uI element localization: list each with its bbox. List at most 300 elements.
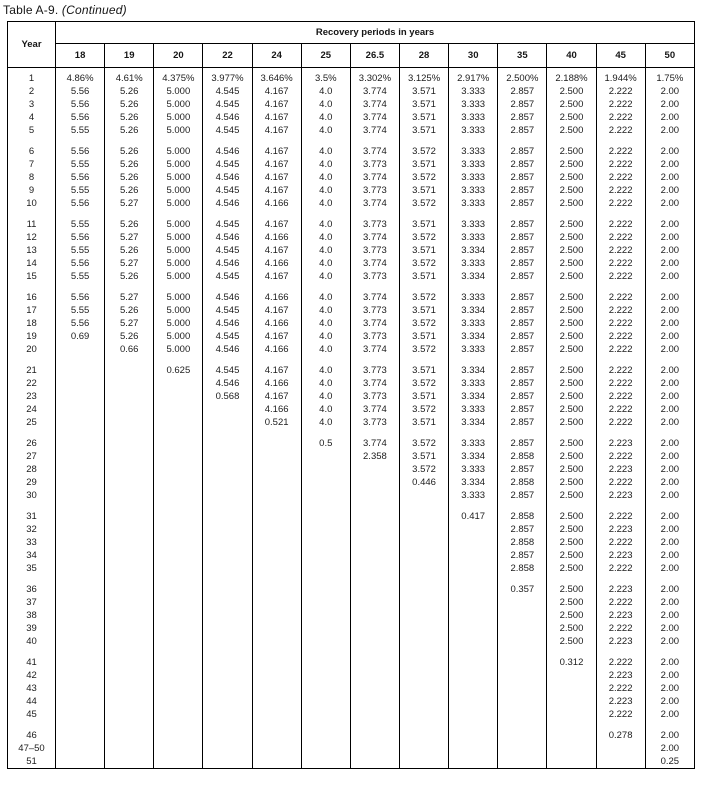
value-cell: 3.572 — [399, 317, 448, 330]
value-cell — [154, 729, 203, 742]
value-cell: 5.26 — [105, 244, 154, 257]
value-cell: 4.166 — [252, 197, 301, 210]
year-cell: 32 — [8, 523, 56, 536]
table-row — [8, 377, 695, 390]
spacer-cell — [449, 648, 498, 656]
value-cell — [252, 609, 301, 622]
year-cell: 42 — [8, 669, 56, 682]
value-cell: 4.546 — [203, 257, 252, 270]
value-cell: 2.500 — [547, 489, 596, 502]
value-cell: 3.333 — [449, 343, 498, 356]
value-cell — [56, 489, 105, 502]
spacer-cell — [399, 429, 448, 437]
spacer-cell — [350, 575, 399, 583]
spacer-cell — [498, 137, 547, 145]
value-cell: 4.86% — [56, 68, 105, 86]
table-row — [8, 330, 695, 343]
value-cell: 4.166 — [252, 317, 301, 330]
value-cell: 2.222 — [596, 244, 645, 257]
year-cell: 22 — [8, 377, 56, 390]
value-cell: 2.00 — [645, 257, 694, 270]
value-cell: 2.500% — [498, 68, 547, 86]
value-cell — [350, 622, 399, 635]
spacer-cell — [547, 283, 596, 291]
value-cell: 1.75% — [645, 68, 694, 86]
page-title — [3, 3, 702, 18]
value-cell — [154, 656, 203, 669]
table-row — [8, 523, 695, 536]
year-cell: 8 — [8, 171, 56, 184]
value-cell: 2.00 — [645, 317, 694, 330]
spacer-cell — [449, 283, 498, 291]
year-cell: 41 — [8, 656, 56, 669]
value-cell — [301, 476, 350, 489]
value-cell: 0.5 — [301, 437, 350, 450]
value-cell: 4.0 — [301, 197, 350, 210]
value-cell: 0.25 — [645, 755, 694, 769]
value-cell: 2.00 — [645, 476, 694, 489]
spacer-row — [8, 429, 695, 437]
value-cell — [350, 476, 399, 489]
value-cell: 3.333 — [449, 171, 498, 184]
spacer-cell — [350, 137, 399, 145]
spacer-cell — [399, 137, 448, 145]
value-cell: 4.0 — [301, 124, 350, 137]
table-row — [8, 669, 695, 682]
value-cell: 3.5% — [301, 68, 350, 86]
value-cell — [399, 523, 448, 536]
value-cell: 4.545 — [203, 85, 252, 98]
value-cell: 2.857 — [498, 437, 547, 450]
value-cell — [547, 695, 596, 708]
value-cell — [252, 669, 301, 682]
value-cell: 2.00 — [645, 708, 694, 721]
spacer-cell — [203, 137, 252, 145]
value-cell: 2.500 — [547, 317, 596, 330]
value-cell — [56, 583, 105, 596]
spacer-cell — [154, 575, 203, 583]
value-cell: 2.188% — [547, 68, 596, 86]
value-cell — [301, 463, 350, 476]
value-cell — [105, 476, 154, 489]
value-cell: 3.571 — [399, 85, 448, 98]
value-cell — [105, 583, 154, 596]
value-cell: 4.166 — [252, 231, 301, 244]
value-cell — [399, 489, 448, 502]
value-cell: 4.546 — [203, 343, 252, 356]
column-header-cell: 20 — [154, 44, 203, 68]
value-cell: 3.334 — [449, 476, 498, 489]
value-cell: 3.334 — [449, 270, 498, 283]
value-cell: 2.500 — [547, 390, 596, 403]
spacer-cell — [203, 575, 252, 583]
value-cell: 2.500 — [547, 622, 596, 635]
table-row — [8, 695, 695, 708]
value-cell: 2.500 — [547, 197, 596, 210]
value-cell: 3.646% — [252, 68, 301, 86]
value-cell — [203, 510, 252, 523]
spacer-cell — [350, 429, 399, 437]
value-cell: 3.572 — [399, 377, 448, 390]
value-cell — [252, 635, 301, 648]
spacer-row — [8, 356, 695, 364]
spacer-cell — [301, 648, 350, 656]
value-cell — [350, 596, 399, 609]
value-cell — [56, 562, 105, 575]
value-cell: 2.222 — [596, 257, 645, 270]
value-cell: 5.000 — [154, 124, 203, 137]
depreciation-table — [7, 21, 695, 769]
spacer-cell — [105, 356, 154, 364]
spacer-cell — [252, 502, 301, 510]
value-cell: 4.545 — [203, 218, 252, 231]
value-cell — [301, 489, 350, 502]
value-cell — [56, 536, 105, 549]
value-cell: 2.857 — [498, 197, 547, 210]
value-cell: 2.222 — [596, 85, 645, 98]
spacer-row — [8, 575, 695, 583]
value-cell: 2.858 — [498, 536, 547, 549]
value-cell: 4.546 — [203, 197, 252, 210]
year-cell: 13 — [8, 244, 56, 257]
value-cell — [105, 416, 154, 429]
value-cell: 4.166 — [252, 291, 301, 304]
value-cell — [154, 476, 203, 489]
value-cell — [105, 536, 154, 549]
value-cell: 5.26 — [105, 171, 154, 184]
value-cell: 3.774 — [350, 197, 399, 210]
value-cell: 2.223 — [596, 463, 645, 476]
spacer-cell — [301, 210, 350, 218]
value-cell — [56, 656, 105, 669]
value-cell: 2.857 — [498, 231, 547, 244]
value-cell: 2.500 — [547, 244, 596, 257]
value-cell — [399, 708, 448, 721]
value-cell: 3.774 — [350, 98, 399, 111]
value-cell: 3.572 — [399, 291, 448, 304]
column-header-cell: 35 — [498, 44, 547, 68]
value-cell: 0.417 — [449, 510, 498, 523]
value-cell: 3.333 — [449, 437, 498, 450]
value-cell — [105, 549, 154, 562]
value-cell: 2.857 — [498, 244, 547, 257]
value-cell: 3.333 — [449, 377, 498, 390]
spacer-cell — [547, 137, 596, 145]
spacer-cell — [252, 356, 301, 364]
value-cell: 2.00 — [645, 390, 694, 403]
spacer-cell — [449, 210, 498, 218]
value-cell: 2.00 — [645, 682, 694, 695]
value-cell: 3.774 — [350, 437, 399, 450]
spacer-cell — [449, 575, 498, 583]
value-cell: 5.55 — [56, 158, 105, 171]
value-cell: 2.223 — [596, 549, 645, 562]
table-row — [8, 536, 695, 549]
table-row — [8, 343, 695, 356]
value-cell: 3.773 — [350, 218, 399, 231]
value-cell: 5.000 — [154, 171, 203, 184]
table-row — [8, 489, 695, 502]
value-cell: 2.500 — [547, 437, 596, 450]
spacer-cell — [645, 137, 694, 145]
value-cell — [449, 682, 498, 695]
value-cell: 3.774 — [350, 85, 399, 98]
value-cell — [154, 403, 203, 416]
value-cell: 4.0 — [301, 85, 350, 98]
table-row — [8, 390, 695, 403]
value-cell: 3.773 — [350, 270, 399, 283]
value-cell: 2.857 — [498, 390, 547, 403]
value-cell: 3.571 — [399, 364, 448, 377]
table-row — [8, 197, 695, 210]
table-row — [8, 317, 695, 330]
value-cell: 2.223 — [596, 669, 645, 682]
spacer-cell — [203, 210, 252, 218]
value-cell: 5.55 — [56, 124, 105, 137]
spacer-cell — [645, 575, 694, 583]
value-cell: 2.500 — [547, 403, 596, 416]
value-cell — [301, 708, 350, 721]
value-cell — [350, 562, 399, 575]
value-cell: 4.167 — [252, 158, 301, 171]
value-cell: 3.773 — [350, 390, 399, 403]
spacer-cell — [350, 283, 399, 291]
year-cell: 38 — [8, 609, 56, 622]
spacer-cell — [449, 137, 498, 145]
value-cell: 2.500 — [547, 536, 596, 549]
value-cell: 4.0 — [301, 377, 350, 390]
value-cell: 5.56 — [56, 291, 105, 304]
value-cell: 2.500 — [547, 291, 596, 304]
value-cell: 5.26 — [105, 304, 154, 317]
value-cell — [350, 536, 399, 549]
value-cell: 2.00 — [645, 437, 694, 450]
value-cell: 2.857 — [498, 145, 547, 158]
value-cell: 5.000 — [154, 184, 203, 197]
value-cell — [252, 622, 301, 635]
value-cell — [56, 523, 105, 536]
value-cell: 5.000 — [154, 98, 203, 111]
year-cell: 28 — [8, 463, 56, 476]
value-cell — [547, 682, 596, 695]
value-cell — [547, 729, 596, 742]
spacer-cell — [301, 502, 350, 510]
value-cell — [301, 450, 350, 463]
table-row — [8, 111, 695, 124]
value-cell: 2.00 — [645, 656, 694, 669]
value-cell — [350, 583, 399, 596]
value-cell: 2.857 — [498, 364, 547, 377]
value-cell — [399, 635, 448, 648]
spacer-cell — [203, 429, 252, 437]
year-cell: 39 — [8, 622, 56, 635]
value-cell: 5.000 — [154, 270, 203, 283]
value-cell: 3.333 — [449, 257, 498, 270]
value-cell: 3.334 — [449, 244, 498, 257]
value-cell: 5.26 — [105, 145, 154, 158]
value-cell — [547, 742, 596, 755]
value-cell — [350, 669, 399, 682]
spacer-cell — [498, 210, 547, 218]
value-cell — [252, 596, 301, 609]
value-cell: 4.545 — [203, 124, 252, 137]
value-cell — [399, 656, 448, 669]
value-cell: 5.27 — [105, 197, 154, 210]
year-cell: 29 — [8, 476, 56, 489]
value-cell: 5.27 — [105, 291, 154, 304]
value-cell — [154, 695, 203, 708]
value-cell: 3.333 — [449, 231, 498, 244]
value-cell: 2.857 — [498, 124, 547, 137]
table-row — [8, 231, 695, 244]
table-header — [8, 22, 695, 68]
year-cell: 33 — [8, 536, 56, 549]
table-row — [8, 124, 695, 137]
table-body — [8, 68, 695, 769]
value-cell — [301, 682, 350, 695]
value-cell — [252, 523, 301, 536]
value-cell: 5.26 — [105, 158, 154, 171]
value-cell: 2.00 — [645, 523, 694, 536]
value-cell — [203, 708, 252, 721]
value-cell: 4.167 — [252, 124, 301, 137]
value-cell: 2.500 — [547, 476, 596, 489]
value-cell — [301, 669, 350, 682]
value-cell: 2.223 — [596, 635, 645, 648]
value-cell — [203, 476, 252, 489]
value-cell — [350, 682, 399, 695]
spacer-cell — [645, 283, 694, 291]
value-cell: 4.0 — [301, 403, 350, 416]
column-header-cell: 26.5 — [350, 44, 399, 68]
spacer-cell — [154, 429, 203, 437]
value-cell — [154, 536, 203, 549]
value-cell: 3.774 — [350, 231, 399, 244]
value-cell: 2.00 — [645, 244, 694, 257]
year-cell: 27 — [8, 450, 56, 463]
value-cell: 2.500 — [547, 158, 596, 171]
value-cell — [350, 755, 399, 769]
value-cell — [56, 755, 105, 769]
value-cell: 3.572 — [399, 437, 448, 450]
value-cell: 5.000 — [154, 291, 203, 304]
year-cell: 15 — [8, 270, 56, 283]
year-cell: 4 — [8, 111, 56, 124]
value-cell — [449, 729, 498, 742]
spacer-cell — [56, 575, 105, 583]
value-cell: 3.773 — [350, 304, 399, 317]
spacer-cell — [203, 283, 252, 291]
spacer-cell — [596, 283, 645, 291]
value-cell: 5.55 — [56, 270, 105, 283]
spacer-cell — [154, 283, 203, 291]
value-cell: 3.774 — [350, 124, 399, 137]
value-cell: 5.26 — [105, 218, 154, 231]
value-cell: 3.333 — [449, 291, 498, 304]
value-cell — [449, 536, 498, 549]
value-cell: 2.222 — [596, 231, 645, 244]
table-row — [8, 583, 695, 596]
value-cell: 4.545 — [203, 184, 252, 197]
value-cell — [252, 450, 301, 463]
value-cell: 4.545 — [203, 270, 252, 283]
value-cell — [56, 364, 105, 377]
spacer-cell — [350, 210, 399, 218]
value-cell: 4.167 — [252, 98, 301, 111]
value-cell: 5.26 — [105, 98, 154, 111]
value-cell: 2.00 — [645, 111, 694, 124]
value-cell: 2.00 — [645, 489, 694, 502]
value-cell: 2.00 — [645, 463, 694, 476]
value-cell — [203, 755, 252, 769]
value-cell: 2.222 — [596, 184, 645, 197]
value-cell: 5.56 — [56, 171, 105, 184]
value-cell — [105, 656, 154, 669]
value-cell: 4.167 — [252, 111, 301, 124]
table-label: Table A-9. — [3, 3, 59, 17]
value-cell: 2.500 — [547, 124, 596, 137]
value-cell: 2.00 — [645, 549, 694, 562]
value-cell — [301, 583, 350, 596]
value-cell: 3.774 — [350, 291, 399, 304]
column-header-cell: 18 — [56, 44, 105, 68]
value-cell: 2.00 — [645, 377, 694, 390]
value-cell: 5.56 — [56, 257, 105, 270]
value-cell — [399, 536, 448, 549]
value-cell — [252, 510, 301, 523]
spacer-cell — [154, 137, 203, 145]
value-cell — [203, 549, 252, 562]
value-cell: 4.0 — [301, 364, 350, 377]
year-cell: 26 — [8, 437, 56, 450]
value-cell: 3.572 — [399, 463, 448, 476]
value-cell: 2.00 — [645, 98, 694, 111]
value-cell: 2.00 — [645, 536, 694, 549]
spacer-cell — [56, 721, 105, 729]
spacer-cell — [8, 648, 56, 656]
spacer-cell — [203, 502, 252, 510]
value-cell: 3.774 — [350, 257, 399, 270]
value-cell: 2.857 — [498, 257, 547, 270]
spacer-cell — [547, 648, 596, 656]
value-cell: 3.572 — [399, 171, 448, 184]
spacer-cell — [547, 356, 596, 364]
value-cell: 2.500 — [547, 85, 596, 98]
spacer-cell — [645, 429, 694, 437]
value-cell — [203, 682, 252, 695]
spacer-cell — [252, 648, 301, 656]
value-cell: 4.0 — [301, 270, 350, 283]
year-cell: 23 — [8, 390, 56, 403]
spacer-cell — [596, 575, 645, 583]
value-cell — [56, 450, 105, 463]
value-cell: 2.00 — [645, 145, 694, 158]
value-cell: 2.00 — [645, 231, 694, 244]
spacer-cell — [105, 429, 154, 437]
value-cell: 5.000 — [154, 197, 203, 210]
value-cell: 2.222 — [596, 343, 645, 356]
value-cell: 3.977% — [203, 68, 252, 86]
value-cell — [56, 437, 105, 450]
value-cell: 5.26 — [105, 85, 154, 98]
value-cell: 4.166 — [252, 343, 301, 356]
value-cell: 4.545 — [203, 304, 252, 317]
value-cell: 3.572 — [399, 231, 448, 244]
value-cell — [105, 755, 154, 769]
value-cell: 2.857 — [498, 184, 547, 197]
value-cell: 4.0 — [301, 257, 350, 270]
table-row — [8, 682, 695, 695]
